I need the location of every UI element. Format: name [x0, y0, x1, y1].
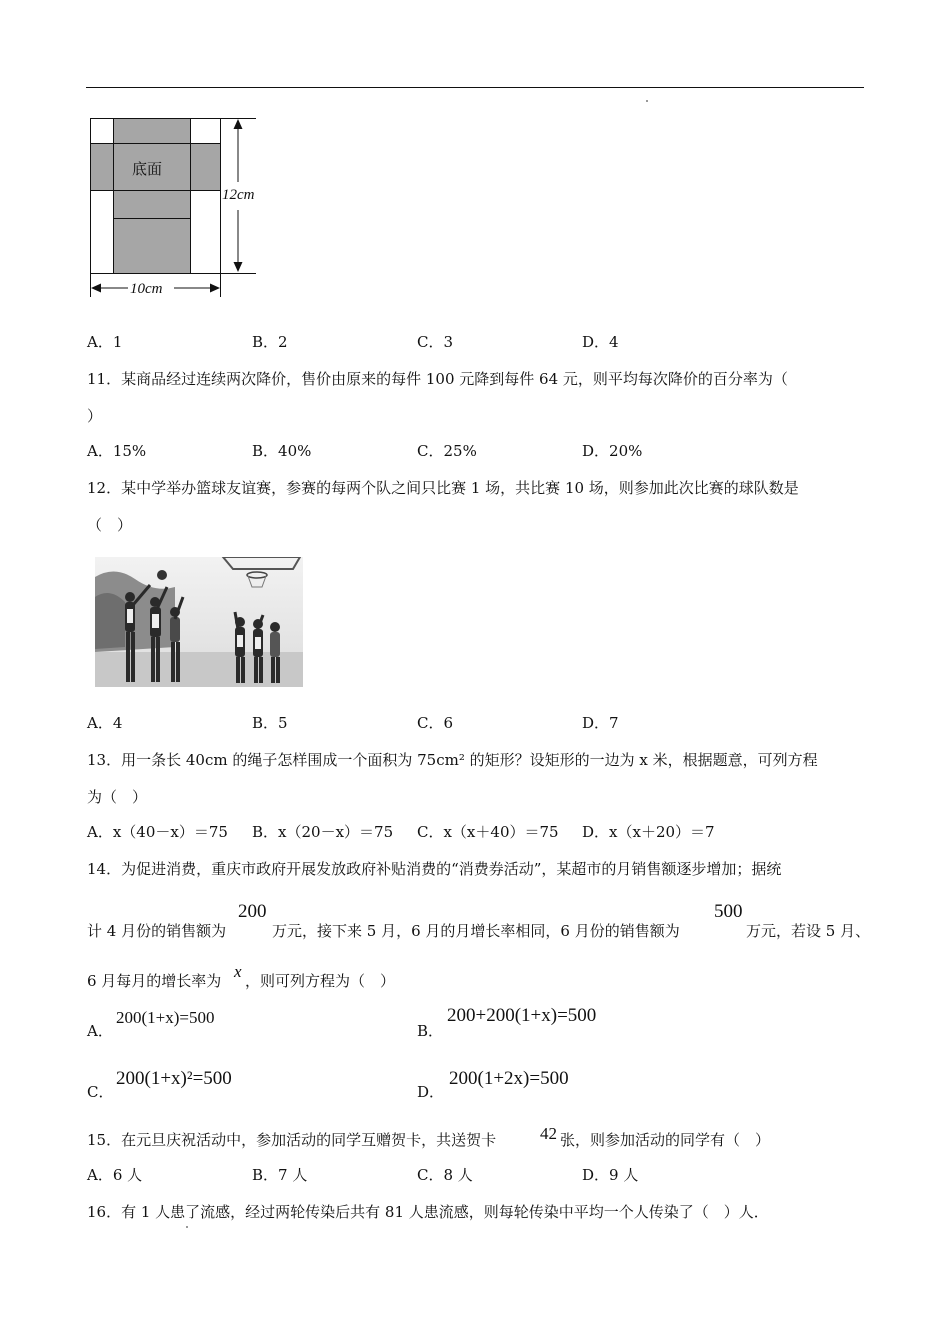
q14-stem-line3b: ，则可列方程为（ ） — [245, 972, 396, 990]
q15-stem-line1b: 张，则参加活动的同学有（ ） — [560, 1131, 771, 1149]
q12-option-d[interactable]: D．7 — [582, 714, 619, 732]
q14-option-b-formula: 200+200(1+x)=500 — [447, 1005, 597, 1026]
q13-option-b[interactable]: B．x（20－x）＝75 — [252, 823, 394, 841]
q14-option-c-label: C． — [87, 1083, 114, 1101]
q12-option-b[interactable]: B．5 — [252, 714, 288, 732]
q11-option-d[interactable]: D．20% — [582, 442, 643, 460]
basketball — [157, 570, 167, 580]
q11-option-b[interactable]: B．40% — [252, 442, 312, 460]
q15-card-count: 42 — [540, 1124, 557, 1143]
q13-option-c[interactable]: C．x（x＋40）＝75 — [417, 823, 559, 841]
q14-sales-april: 200 — [238, 901, 267, 922]
q14-option-d-formula: 200(1+2x)=500 — [449, 1068, 569, 1089]
q14-option-a-formula: 200(1+x)=500 — [116, 1008, 215, 1027]
q14-variable: x — [234, 962, 242, 981]
stray-dot — [646, 100, 648, 102]
q12-stem-line1: 12．某中学举办篮球友谊赛，参赛的每两个队之间只比赛 1 场，共比赛 10 场，则参加此次比赛的球队数是 — [87, 479, 799, 497]
q14-stem-line2c: 万元，若设 5 月、 — [746, 922, 871, 940]
q11-stem-line1: 11．某商品经过连续两次降价，售价由原来的每件 100 元降到每件 64 元，则平均每次降价的百分率为（ — [87, 370, 788, 388]
q14-stem-line3a: 6 月每月的增长率为 — [87, 972, 222, 990]
q12-stem-line2: （ ） — [87, 516, 133, 534]
q14-option-b-label: B． — [417, 1022, 444, 1040]
q15-option-c[interactable]: C．8 人 — [417, 1166, 473, 1184]
q14-option-c[interactable] — [87, 1081, 113, 1102]
q13-stem-line1: 13．用一条长 40cm 的绳子怎样围成一个面积为 75cm² 的矩形？设矩形的一边为 x 米，根据题意，可列方程 — [87, 751, 818, 769]
basketball-players-photo — [95, 557, 303, 687]
q14-stem-line1: 14．为促进消费，重庆市政府开展发放政府补贴消费的“消费券活动”，某超市的月销售额逐步增加；据统 — [87, 860, 782, 878]
bottom-face-label: 底面 — [132, 160, 163, 178]
q13-option-a[interactable]: A．x（40－x）＝75 — [87, 823, 228, 841]
q15-stem-line1a: 15．在元旦庆祝活动中，参加活动的同学互赠贺卡，共送贺卡 — [87, 1131, 497, 1149]
q15-option-d[interactable]: D．9 人 — [582, 1166, 639, 1184]
q14-option-c-formula: 200(1+x)²=500 — [116, 1068, 232, 1089]
height-label: 12cm — [222, 187, 255, 203]
q11-option-a[interactable]: A．15% — [87, 442, 147, 460]
box-net-figure — [86, 112, 276, 312]
net-grid — [91, 119, 257, 298]
q10-option-a[interactable]: A．1 — [87, 333, 123, 351]
q11-stem-line2: ） — [87, 407, 103, 425]
q15-option-a[interactable]: A．6 人 — [87, 1166, 143, 1184]
q11-option-c[interactable]: C．25% — [417, 442, 477, 460]
q15-option-b[interactable]: B．7 人 — [252, 1166, 308, 1184]
q14-option-a[interactable] — [87, 1020, 113, 1041]
q13-stem-line2: 为（ ） — [87, 788, 148, 806]
q10-option-c[interactable]: C．3 — [417, 333, 454, 351]
q14-option-d[interactable] — [417, 1081, 444, 1102]
q12-option-a[interactable]: A．4 — [87, 714, 123, 732]
header-rule — [86, 87, 864, 88]
q14-option-d-label: D． — [417, 1083, 445, 1101]
q14-stem-line2a: 计 4 月份的销售额为 — [87, 922, 227, 940]
q14-option-a-label: A． — [87, 1022, 113, 1040]
q13-option-d[interactable]: D．x（x＋20）＝7 — [582, 823, 715, 841]
q14-stem-line2b: 万元，接下来 5 月，6 月的月增长率相同，6 月份的销售额为 — [272, 922, 680, 940]
stray-dot — [186, 1226, 188, 1228]
width-label: 10cm — [130, 281, 163, 297]
q14-option-b[interactable] — [417, 1020, 443, 1041]
q14-sales-june: 500 — [714, 901, 743, 922]
q16-stem-line1: 16．有 1 人患了流感，经过两轮传染后共有 81 人患流感，则每轮传染中平均一个人传染了（ ）人． — [87, 1203, 769, 1221]
q10-option-b[interactable]: B．2 — [252, 333, 288, 351]
q10-option-d[interactable]: D．4 — [582, 333, 619, 351]
q12-option-c[interactable]: C．6 — [417, 714, 454, 732]
